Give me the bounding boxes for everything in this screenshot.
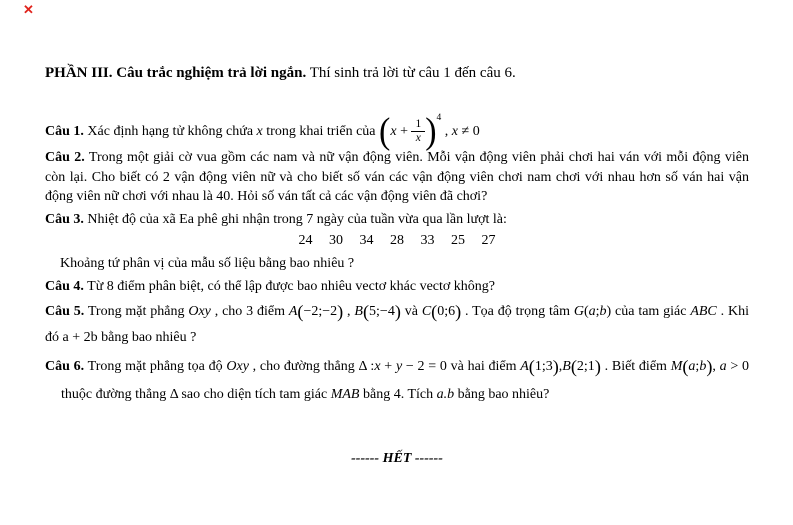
text-run: ) [552, 356, 559, 377]
text-run: bằng 4. Tích [359, 387, 437, 402]
text-run: . Khi đó a + 2b bằng bao nhiêu ? [45, 304, 749, 345]
text-run: B [354, 304, 363, 319]
text-run: M [670, 359, 683, 374]
text-run: B [562, 359, 571, 374]
question-6 [45, 353, 749, 409]
question-1 [45, 94, 749, 152]
text-run: a [588, 304, 596, 319]
text-run: − 2 = 0 và hai điểm [402, 359, 521, 374]
question-4 [45, 277, 749, 297]
text-run: Oxy [226, 359, 249, 374]
text-run: ; [595, 304, 600, 319]
text-run: x [374, 359, 381, 374]
section-heading [45, 64, 749, 84]
text-run: Trong một giải cờ vua gồm các nam và nữ vận động viên. Mỗi vận động viên phải chơi hai ván với mỗi động viên còn lại. Cho biết có 2 vận động viên nữ và cho biết số ván các vận động viên chơi nam chơi với nhau hơn số ván hai vận động viên nữ chơi với nhau là 40. Hỏi số ván tất cả các vận động viên đã chơi? [45, 150, 749, 204]
exponent: 4 [436, 113, 442, 123]
end-marker: ------ HẾT ------ [351, 451, 443, 466]
text-run: ( [297, 301, 304, 322]
text-run: −2;−2 [303, 304, 338, 319]
text-run: ) [594, 356, 601, 377]
text-run: + [396, 124, 412, 139]
text-run: , [441, 124, 452, 139]
question-3-prompt: Khoảng tứ phân vị của mẫu số liệu bằng bao nhiêu ? [60, 256, 355, 271]
text-run: , cho đường thẳng Δ : [248, 359, 375, 374]
text-run: ) [394, 301, 401, 322]
text-run: C [421, 304, 432, 319]
text-run: Câu 5. [45, 304, 85, 319]
text-run: Trong mặt phẳng [84, 304, 189, 319]
question-3-statement [45, 210, 749, 230]
text-run: ; [695, 359, 700, 374]
text-run: Thí sinh trả lời từ câu 1 đến câu 6. [306, 65, 516, 81]
text-run: Oxy [188, 304, 211, 319]
text-run: Câu 3. [45, 212, 84, 227]
fraction: $\frac{1}{x}$ [411, 118, 425, 145]
text-run: 5;−4 [369, 304, 395, 319]
text-run: ( [583, 304, 589, 319]
text-run: x [390, 124, 397, 139]
text-run: , [558, 359, 563, 374]
text-run: Nhiệt độ của xã Ea phê ghi nhận trong 7 ngày của tuần vừa qua lần lượt là: [83, 212, 507, 227]
text-run: x [451, 124, 459, 139]
big-parenthesis: ) [425, 111, 437, 152]
text-run: 1;3 [534, 359, 553, 374]
text-run: PHẦN III. Câu trắc nghiệm trả lời ngắn. [45, 65, 307, 81]
text-run: x [256, 124, 263, 139]
text-run: 2;1 [576, 359, 595, 374]
text-run: . Biết điểm [600, 359, 671, 374]
text-run: A [520, 359, 529, 374]
question-5 [45, 299, 749, 351]
text-run: ( [682, 356, 689, 377]
text-run: ( [431, 301, 438, 322]
text-run: Câu 1. [45, 124, 84, 139]
text-run: ( [570, 356, 577, 377]
text-run: trong khai triển của [262, 124, 380, 139]
text-run: ABC [690, 304, 717, 319]
text-run: + [380, 359, 396, 374]
text-run: bằng bao nhiêu? [454, 387, 550, 402]
text-run: ) [455, 301, 462, 322]
text-run: ≠ 0 [458, 124, 480, 139]
text-run: , cho 3 điểm [210, 304, 289, 319]
big-parenthesis: ( [379, 111, 391, 152]
broken-image-icon: ✕ [23, 2, 34, 17]
question-2 [45, 148, 749, 207]
text-run: Câu 4. [45, 279, 84, 294]
text-run: , [712, 359, 720, 374]
text-run: 0;6 [437, 304, 456, 319]
text-run: A [288, 304, 298, 319]
text-run: Xác định hạng tử không chứa [83, 124, 257, 139]
text-run: > 0 thuộc đường thẳng Δ sao cho diện tích tam giác [61, 359, 750, 402]
text-run: Trong mặt phẳng tọa độ [84, 359, 227, 374]
text-run: , [343, 304, 355, 319]
text-run: a [688, 359, 696, 374]
text-run: của tam giác [611, 304, 691, 319]
text-run: ( [528, 356, 535, 377]
text-run: a [719, 359, 727, 374]
text-run: ) [337, 301, 344, 322]
text-run: a.b [436, 387, 455, 402]
text-run: và [400, 304, 422, 319]
text-run: b [699, 359, 707, 374]
text-run: Câu 6. [45, 359, 85, 374]
text-run: G [573, 304, 584, 319]
text-run: ) [606, 304, 612, 319]
text-run: Từ 8 điểm phân biệt, có thể lập được bao nhiêu vectơ khác vectơ không? [83, 279, 496, 294]
text-run: Câu 2. [45, 150, 85, 165]
text-run: ( [362, 301, 370, 322]
question-3-data-values: 24 30 34 28 33 25 27 [298, 233, 496, 248]
text-run: b [599, 304, 607, 319]
text-run: MAB [330, 387, 360, 402]
text-run: ) [706, 356, 713, 377]
text-run: y [395, 359, 403, 374]
text-run: . Tọa độ trọng tâm [461, 304, 574, 319]
